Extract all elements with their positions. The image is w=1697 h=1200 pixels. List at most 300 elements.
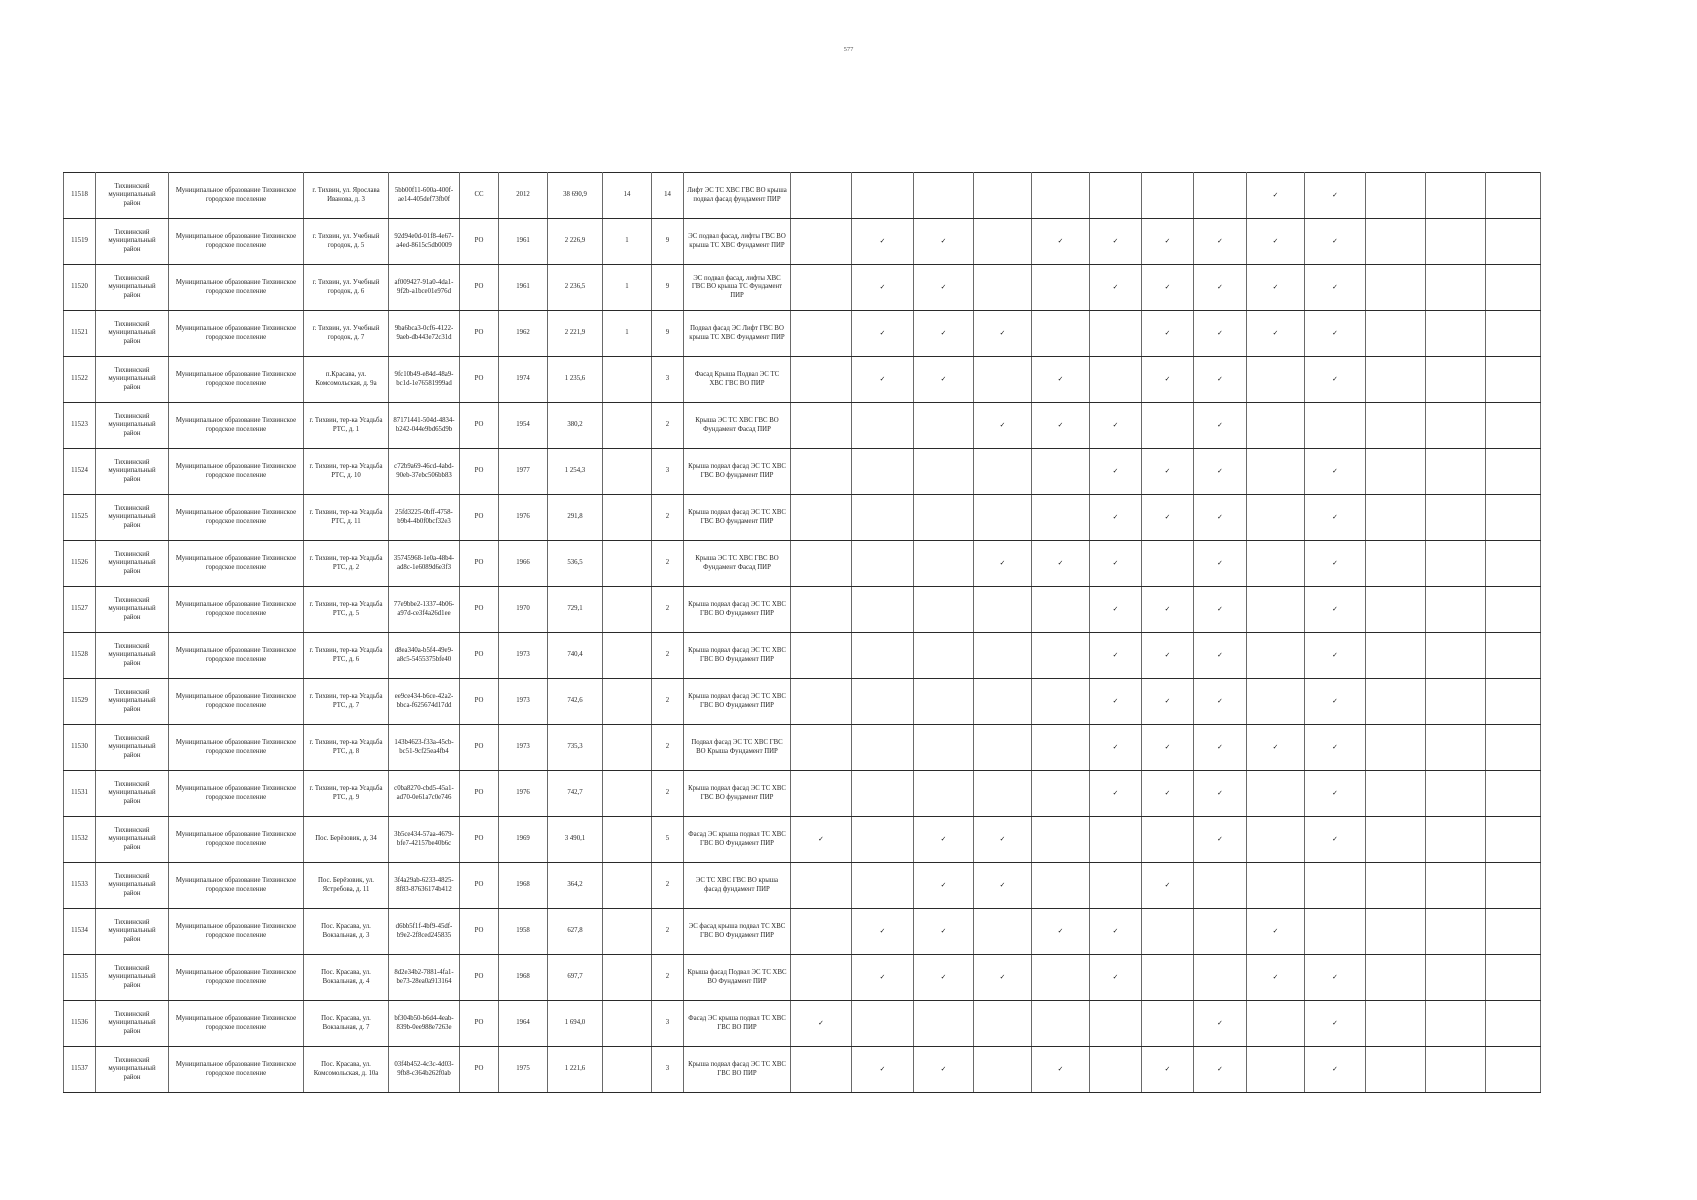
work-check-cell xyxy=(974,1001,1032,1047)
work-check-cell: ✓ xyxy=(1090,771,1142,817)
work-check-cell xyxy=(1366,1001,1426,1047)
work-check-cell xyxy=(791,541,852,587)
build-year-cell: 1970 xyxy=(499,587,548,633)
municipality-cell: Муниципальное образование Тихвинское городское поселение xyxy=(169,909,304,955)
count-a-cell xyxy=(603,679,652,725)
work-check-cell xyxy=(791,863,852,909)
work-check-cell xyxy=(1142,1001,1194,1047)
count-b-cell: 3 xyxy=(652,1001,684,1047)
work-check-cell: ✓ xyxy=(1305,357,1366,403)
table-row xyxy=(64,219,1541,265)
page-number: 577 xyxy=(843,46,854,53)
area-cell: 38 690,9 xyxy=(548,173,603,219)
work-check-cell xyxy=(1247,633,1305,679)
build-year-cell: 1968 xyxy=(499,955,548,1001)
work-check-cell xyxy=(1486,357,1541,403)
address-cell: г. Тихвин, тер-ка Усадьба РТС, д. 9 xyxy=(304,771,389,817)
work-check-cell xyxy=(1032,863,1090,909)
work-check-cell xyxy=(852,495,914,541)
work-check-cell xyxy=(1247,1047,1305,1093)
count-a-cell: 14 xyxy=(603,173,652,219)
count-a-cell xyxy=(603,357,652,403)
work-check-cell xyxy=(1486,633,1541,679)
work-check-cell: ✓ xyxy=(1142,449,1194,495)
work-check-cell xyxy=(1486,909,1541,955)
address-cell: г. Тихвин, тер-ка Усадьба РТС, д. 1 xyxy=(304,403,389,449)
row-number-cell: 11534 xyxy=(64,909,96,955)
district-cell: Тихвинский муниципальный район xyxy=(96,265,169,311)
municipality-cell: Муниципальное образование Тихвинское городское поселение xyxy=(169,587,304,633)
municipality-cell: Муниципальное образование Тихвинское городское поселение xyxy=(169,725,304,771)
table-row xyxy=(64,725,1541,771)
ownership-type-cell: РО xyxy=(460,449,499,495)
work-check-cell xyxy=(1426,173,1486,219)
table-row xyxy=(64,357,1541,403)
count-b-cell: 2 xyxy=(652,725,684,771)
work-types-cell: ЭС подвал фасад, лифты ГВС ВО крыша ТС ХВС Фундамент ПИР xyxy=(684,219,791,265)
work-check-cell xyxy=(1247,541,1305,587)
row-number-cell: 11533 xyxy=(64,863,96,909)
work-check-cell: ✓ xyxy=(1305,219,1366,265)
work-check-cell xyxy=(1366,495,1426,541)
work-check-cell: ✓ xyxy=(1194,265,1247,311)
address-cell: Пос. Красава, ул. Вокзальная, д. 3 xyxy=(304,909,389,955)
count-a-cell xyxy=(603,955,652,1001)
work-check-cell xyxy=(1426,817,1486,863)
ownership-type-cell: РО xyxy=(460,495,499,541)
work-check-cell xyxy=(1142,909,1194,955)
municipality-cell: Муниципальное образование Тихвинское городское поселение xyxy=(169,219,304,265)
work-check-cell: ✓ xyxy=(1142,725,1194,771)
work-check-cell xyxy=(1426,1001,1486,1047)
work-check-cell: ✓ xyxy=(914,311,974,357)
work-check-cell xyxy=(1247,587,1305,633)
count-a-cell: 1 xyxy=(603,265,652,311)
work-types-cell: Фасад ЭС крыша подвал ТС ХВС ГВС ВО Фундамент ПИР xyxy=(684,817,791,863)
count-b-cell: 2 xyxy=(652,679,684,725)
work-check-cell: ✓ xyxy=(1247,725,1305,771)
ownership-type-cell: РО xyxy=(460,403,499,449)
work-check-cell xyxy=(974,679,1032,725)
count-a-cell xyxy=(603,633,652,679)
table-row xyxy=(64,909,1541,955)
work-check-cell: ✓ xyxy=(914,265,974,311)
build-year-cell: 1954 xyxy=(499,403,548,449)
work-check-cell: ✓ xyxy=(1032,357,1090,403)
work-check-cell: ✓ xyxy=(1142,633,1194,679)
work-types-cell: ЭС фасад крыша подвал ТС ХВС ГВС ВО Фундамент ПИР xyxy=(684,909,791,955)
work-check-cell xyxy=(974,633,1032,679)
work-check-cell xyxy=(1426,265,1486,311)
area-cell: 2 236,5 xyxy=(548,265,603,311)
work-check-cell: ✓ xyxy=(1247,173,1305,219)
work-check-cell xyxy=(1426,863,1486,909)
address-cell: г. Тихвин, тер-ка Усадьба РТС, д. 10 xyxy=(304,449,389,495)
work-check-cell xyxy=(1247,817,1305,863)
work-check-cell xyxy=(791,311,852,357)
work-check-cell xyxy=(852,403,914,449)
work-check-cell xyxy=(1247,679,1305,725)
build-year-cell: 1975 xyxy=(499,1047,548,1093)
work-types-cell: Крыша ЭС ТС ХВС ГВС ВО Фундамент Фасад ПИР xyxy=(684,541,791,587)
work-check-cell xyxy=(1247,1001,1305,1047)
table-row xyxy=(64,817,1541,863)
work-types-cell: Крыша подвал фасад ЭС ТС ХВС ГВС ВО Фундамент ПИР xyxy=(684,679,791,725)
area-cell: 291,8 xyxy=(548,495,603,541)
ownership-type-cell: РО xyxy=(460,725,499,771)
work-check-cell xyxy=(914,449,974,495)
work-check-cell xyxy=(791,587,852,633)
work-check-cell xyxy=(1247,357,1305,403)
work-check-cell xyxy=(1247,403,1305,449)
work-check-cell: ✓ xyxy=(852,265,914,311)
work-check-cell: ✓ xyxy=(1032,909,1090,955)
work-types-cell: Лифт ЭС ТС ХВС ГВС ВО крыша подвал фасад фундамент ПИР xyxy=(684,173,791,219)
work-check-cell xyxy=(1426,1047,1486,1093)
work-check-cell xyxy=(791,909,852,955)
address-cell: г. Тихвин, тер-ка Усадьба РТС, д. 2 xyxy=(304,541,389,587)
row-number-cell: 11527 xyxy=(64,587,96,633)
ownership-type-cell: РО xyxy=(460,265,499,311)
table-row xyxy=(64,403,1541,449)
work-check-cell: ✓ xyxy=(852,909,914,955)
work-check-cell xyxy=(1486,173,1541,219)
work-check-cell: ✓ xyxy=(1090,587,1142,633)
work-check-cell xyxy=(1486,725,1541,771)
ownership-type-cell: СС xyxy=(460,173,499,219)
work-check-cell: ✓ xyxy=(1247,955,1305,1001)
work-check-cell xyxy=(791,403,852,449)
work-check-cell xyxy=(1090,311,1142,357)
work-check-cell xyxy=(1366,311,1426,357)
count-a-cell xyxy=(603,403,652,449)
ownership-type-cell: РО xyxy=(460,219,499,265)
building-guid-cell: c0ba8270-cbd5-45a1-ad70-0e61a7c0e746 xyxy=(389,771,460,817)
row-number-cell: 11528 xyxy=(64,633,96,679)
row-number-cell: 11519 xyxy=(64,219,96,265)
work-check-cell xyxy=(1426,587,1486,633)
work-check-cell: ✓ xyxy=(1194,311,1247,357)
count-b-cell: 9 xyxy=(652,265,684,311)
work-check-cell xyxy=(1426,449,1486,495)
building-guid-cell: 9ba6bca3-0cf6-4122-9aeb-db443e72c31d xyxy=(389,311,460,357)
work-check-cell xyxy=(974,1047,1032,1093)
municipality-cell: Муниципальное образование Тихвинское городское поселение xyxy=(169,449,304,495)
municipality-cell: Муниципальное образование Тихвинское городское поселение xyxy=(169,173,304,219)
work-check-cell xyxy=(1486,1047,1541,1093)
work-check-cell xyxy=(852,771,914,817)
work-check-cell xyxy=(914,1001,974,1047)
row-number-cell: 11521 xyxy=(64,311,96,357)
work-check-cell: ✓ xyxy=(974,817,1032,863)
work-check-cell xyxy=(1247,449,1305,495)
work-check-cell xyxy=(1426,679,1486,725)
count-b-cell: 2 xyxy=(652,909,684,955)
area-cell: 697,7 xyxy=(548,955,603,1001)
work-check-cell xyxy=(1194,955,1247,1001)
count-b-cell: 2 xyxy=(652,633,684,679)
work-check-cell xyxy=(1366,219,1426,265)
work-check-cell: ✓ xyxy=(1090,403,1142,449)
work-check-cell xyxy=(1032,679,1090,725)
work-check-cell xyxy=(914,587,974,633)
work-check-cell xyxy=(791,449,852,495)
work-check-cell xyxy=(1486,541,1541,587)
work-check-cell xyxy=(914,541,974,587)
work-check-cell xyxy=(852,863,914,909)
address-cell: Пос. Берёзовик, ул. Ястребова, д. 11 xyxy=(304,863,389,909)
work-check-cell: ✓ xyxy=(1247,265,1305,311)
count-b-cell: 2 xyxy=(652,863,684,909)
table-row xyxy=(64,173,1541,219)
work-check-cell: ✓ xyxy=(1194,633,1247,679)
district-cell: Тихвинский муниципальный район xyxy=(96,771,169,817)
work-check-cell xyxy=(1032,633,1090,679)
table-body xyxy=(64,173,1541,1093)
work-check-cell: ✓ xyxy=(1032,541,1090,587)
count-b-cell: 2 xyxy=(652,495,684,541)
work-check-cell xyxy=(1366,541,1426,587)
work-check-cell xyxy=(1426,357,1486,403)
work-check-cell xyxy=(1366,173,1426,219)
row-number-cell: 11526 xyxy=(64,541,96,587)
work-check-cell xyxy=(1366,357,1426,403)
build-year-cell: 1968 xyxy=(499,863,548,909)
work-check-cell xyxy=(1486,311,1541,357)
address-cell: г. Тихвин, тер-ка Усадьба РТС, д. 6 xyxy=(304,633,389,679)
work-check-cell xyxy=(791,633,852,679)
district-cell: Тихвинский муниципальный район xyxy=(96,679,169,725)
work-check-cell xyxy=(1486,955,1541,1001)
work-check-cell xyxy=(1486,449,1541,495)
area-cell: 2 226,9 xyxy=(548,219,603,265)
work-check-cell: ✓ xyxy=(1305,955,1366,1001)
address-cell: п.Красава, ул. Комсомольская, д. 9а xyxy=(304,357,389,403)
district-cell: Тихвинский муниципальный район xyxy=(96,173,169,219)
row-number-cell: 11537 xyxy=(64,1047,96,1093)
work-check-cell: ✓ xyxy=(1247,219,1305,265)
work-check-cell: ✓ xyxy=(1194,219,1247,265)
work-check-cell: ✓ xyxy=(1142,771,1194,817)
count-a-cell xyxy=(603,1047,652,1093)
count-a-cell xyxy=(603,909,652,955)
address-cell: Пос. Красава, ул. Вокзальная, д. 7 xyxy=(304,1001,389,1047)
work-check-cell: ✓ xyxy=(1305,311,1366,357)
work-check-cell: ✓ xyxy=(974,955,1032,1001)
work-check-cell xyxy=(1032,587,1090,633)
count-a-cell xyxy=(603,541,652,587)
work-types-cell: Фасад ЭС крыша подвал ТС ХВС ГВС ВО ПИР xyxy=(684,1001,791,1047)
work-check-cell xyxy=(852,725,914,771)
work-check-cell xyxy=(791,955,852,1001)
count-a-cell xyxy=(603,771,652,817)
municipality-cell: Муниципальное образование Тихвинское городское поселение xyxy=(169,955,304,1001)
building-guid-cell: 77e9bbe2-1337-4b06-a97d-ce3f4a26d1ee xyxy=(389,587,460,633)
work-check-cell xyxy=(1486,817,1541,863)
work-check-cell xyxy=(914,771,974,817)
work-check-cell xyxy=(1032,495,1090,541)
work-check-cell xyxy=(791,771,852,817)
build-year-cell: 1958 xyxy=(499,909,548,955)
ownership-type-cell: РО xyxy=(460,955,499,1001)
address-cell: г. Тихвин, ул. Ярослава Иванова, д. 3 xyxy=(304,173,389,219)
housing-register-table xyxy=(63,172,1541,1093)
work-check-cell xyxy=(1486,219,1541,265)
work-check-cell: ✓ xyxy=(1142,495,1194,541)
area-cell: 3 490,1 xyxy=(548,817,603,863)
ownership-type-cell: РО xyxy=(460,817,499,863)
district-cell: Тихвинский муниципальный район xyxy=(96,1001,169,1047)
count-a-cell xyxy=(603,495,652,541)
work-check-cell: ✓ xyxy=(1032,1047,1090,1093)
address-cell: г. Тихвин, тер-ка Усадьба РТС, д. 11 xyxy=(304,495,389,541)
municipality-cell: Муниципальное образование Тихвинское городское поселение xyxy=(169,633,304,679)
work-check-cell xyxy=(1366,817,1426,863)
area-cell: 1 694,0 xyxy=(548,1001,603,1047)
municipality-cell: Муниципальное образование Тихвинское городское поселение xyxy=(169,817,304,863)
work-check-cell xyxy=(852,633,914,679)
work-check-cell xyxy=(791,265,852,311)
table-row xyxy=(64,863,1541,909)
municipality-cell: Муниципальное образование Тихвинское городское поселение xyxy=(169,357,304,403)
building-guid-cell: 87171441-504d-4834-b242-044e9bd65d9b xyxy=(389,403,460,449)
work-check-cell xyxy=(1142,173,1194,219)
work-check-cell xyxy=(1366,771,1426,817)
table-row xyxy=(64,1001,1541,1047)
row-number-cell: 11520 xyxy=(64,265,96,311)
work-check-cell: ✓ xyxy=(974,311,1032,357)
work-check-cell xyxy=(974,265,1032,311)
work-check-cell: ✓ xyxy=(1194,817,1247,863)
work-check-cell: ✓ xyxy=(1090,219,1142,265)
work-check-cell xyxy=(1032,817,1090,863)
work-check-cell xyxy=(1426,771,1486,817)
work-check-cell: ✓ xyxy=(1142,311,1194,357)
work-check-cell: ✓ xyxy=(791,817,852,863)
work-types-cell: Подвал фасад ЭС Лифт ГВС ВО крыша ТС ХВС Фундамент ПИР xyxy=(684,311,791,357)
work-types-cell: Подвал фасад ЭС ТС ХВС ГВС ВО Крыша Фундамент ПИР xyxy=(684,725,791,771)
work-types-cell: Крыша ЭС ТС ХВС ГВС ВО Фундамент Фасад ПИР xyxy=(684,403,791,449)
address-cell: Пос. Красава, ул. Комсомольская, д. 10а xyxy=(304,1047,389,1093)
work-check-cell: ✓ xyxy=(1194,771,1247,817)
address-cell: г. Тихвин, ул. Учебный городок, д. 7 xyxy=(304,311,389,357)
work-check-cell xyxy=(914,403,974,449)
area-cell: 364,2 xyxy=(548,863,603,909)
work-check-cell xyxy=(1194,909,1247,955)
building-guid-cell: 3f4a29ab-6233-4825-8f83-87636174b412 xyxy=(389,863,460,909)
municipality-cell: Муниципальное образование Тихвинское городское поселение xyxy=(169,863,304,909)
municipality-cell: Муниципальное образование Тихвинское городское поселение xyxy=(169,403,304,449)
work-check-cell: ✓ xyxy=(1305,1001,1366,1047)
district-cell: Тихвинский муниципальный район xyxy=(96,863,169,909)
work-check-cell xyxy=(1486,403,1541,449)
count-a-cell: 1 xyxy=(603,219,652,265)
build-year-cell: 1977 xyxy=(499,449,548,495)
work-check-cell: ✓ xyxy=(914,817,974,863)
building-guid-cell: d8ea340a-b5f4-49e9-a8c5-5455375bfe40 xyxy=(389,633,460,679)
address-cell: г. Тихвин, ул. Учебный городок, д. 6 xyxy=(304,265,389,311)
work-types-cell: Крыша подвал фасад ЭС ТС ХВС ГВС ВО Фундамент ПИР xyxy=(684,587,791,633)
row-number-cell: 11524 xyxy=(64,449,96,495)
work-check-cell xyxy=(791,725,852,771)
work-check-cell: ✓ xyxy=(1032,403,1090,449)
count-b-cell: 3 xyxy=(652,449,684,495)
work-check-cell xyxy=(974,219,1032,265)
work-check-cell xyxy=(791,357,852,403)
building-guid-cell: 92d94e0d-01f8-4e67-a4ed-8615c5db0009 xyxy=(389,219,460,265)
table-row xyxy=(64,311,1541,357)
table-row xyxy=(64,633,1541,679)
work-check-cell: ✓ xyxy=(1194,679,1247,725)
work-check-cell xyxy=(1032,955,1090,1001)
work-check-cell xyxy=(1032,265,1090,311)
work-check-cell xyxy=(1090,1047,1142,1093)
district-cell: Тихвинский муниципальный район xyxy=(96,311,169,357)
district-cell: Тихвинский муниципальный район xyxy=(96,403,169,449)
work-check-cell: ✓ xyxy=(974,541,1032,587)
municipality-cell: Муниципальное образование Тихвинское городское поселение xyxy=(169,495,304,541)
table-row xyxy=(64,541,1541,587)
ownership-type-cell: РО xyxy=(460,587,499,633)
work-check-cell xyxy=(852,817,914,863)
work-check-cell: ✓ xyxy=(1090,265,1142,311)
count-a-cell xyxy=(603,1001,652,1047)
area-cell: 735,3 xyxy=(548,725,603,771)
work-check-cell: ✓ xyxy=(1305,541,1366,587)
work-check-cell xyxy=(974,495,1032,541)
work-check-cell: ✓ xyxy=(914,955,974,1001)
count-b-cell: 2 xyxy=(652,955,684,1001)
work-check-cell xyxy=(974,909,1032,955)
work-check-cell: ✓ xyxy=(914,1047,974,1093)
work-check-cell: ✓ xyxy=(1194,541,1247,587)
work-check-cell: ✓ xyxy=(974,863,1032,909)
work-check-cell xyxy=(974,173,1032,219)
work-check-cell: ✓ xyxy=(1090,909,1142,955)
building-guid-cell: 25fd3225-0bff-4758-b9b4-4b0f0bcf32e3 xyxy=(389,495,460,541)
work-check-cell: ✓ xyxy=(1305,817,1366,863)
work-check-cell: ✓ xyxy=(1090,725,1142,771)
work-check-cell: ✓ xyxy=(914,863,974,909)
work-check-cell xyxy=(914,679,974,725)
work-check-cell xyxy=(974,771,1032,817)
address-cell: г. Тихвин, ул. Учебный городок, д. 5 xyxy=(304,219,389,265)
work-check-cell xyxy=(1142,955,1194,1001)
build-year-cell: 1962 xyxy=(499,311,548,357)
building-guid-cell: 3b5ce434-57aa-4679-bfe7-42157be40b6c xyxy=(389,817,460,863)
work-check-cell: ✓ xyxy=(1090,449,1142,495)
area-cell: 742,7 xyxy=(548,771,603,817)
work-check-cell: ✓ xyxy=(852,1047,914,1093)
count-b-cell: 3 xyxy=(652,1047,684,1093)
work-check-cell xyxy=(1366,909,1426,955)
work-types-cell: Крыша подвал фасад ЭС ТС ХВС ГВС ВО Фундамент ПИР xyxy=(684,633,791,679)
work-check-cell xyxy=(1247,771,1305,817)
work-check-cell: ✓ xyxy=(1142,863,1194,909)
count-a-cell xyxy=(603,587,652,633)
municipality-cell: Муниципальное образование Тихвинское городское поселение xyxy=(169,1047,304,1093)
municipality-cell: Муниципальное образование Тихвинское городское поселение xyxy=(169,311,304,357)
work-check-cell xyxy=(1486,679,1541,725)
ownership-type-cell: РО xyxy=(460,1001,499,1047)
work-check-cell xyxy=(1486,587,1541,633)
work-check-cell xyxy=(1426,311,1486,357)
work-check-cell xyxy=(914,633,974,679)
ownership-type-cell: РО xyxy=(460,909,499,955)
count-b-cell: 2 xyxy=(652,587,684,633)
row-number-cell: 11518 xyxy=(64,173,96,219)
build-year-cell: 1961 xyxy=(499,219,548,265)
